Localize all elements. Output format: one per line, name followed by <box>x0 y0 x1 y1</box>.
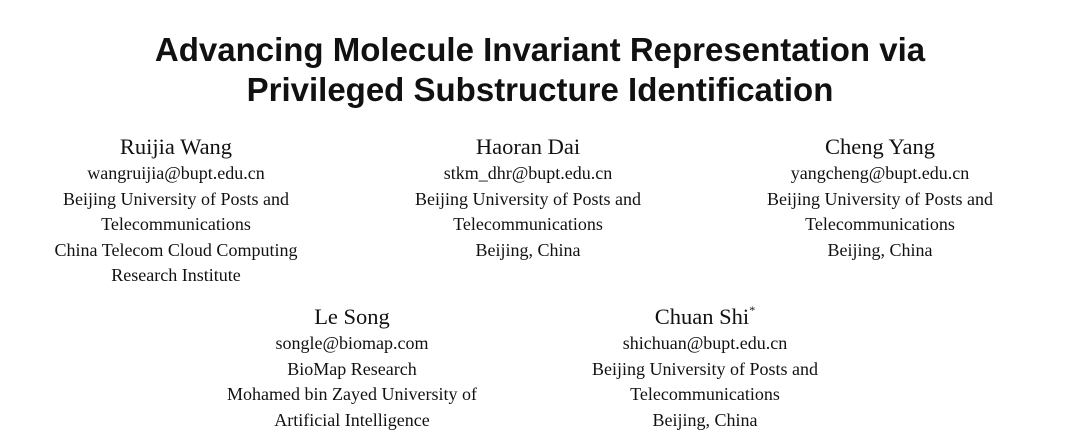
paper-title-line: Privileged Substructure Identification <box>246 71 834 108</box>
author-affiliation-line: Telecommunications <box>101 214 251 235</box>
author-block <box>383 133 673 263</box>
author-affiliation-line: BioMap Research <box>287 358 417 379</box>
paper-title-line: Advancing Molecule Invariant Representation via <box>154 31 926 68</box>
author-name: Haoran Dai <box>475 134 581 159</box>
author-affiliation-line: Beijing, China <box>652 409 758 430</box>
author-block <box>20 133 332 289</box>
author-email: stkm_dhr@bupt.edu.cn <box>443 163 613 183</box>
author-affiliation-line: Telecommunications <box>453 214 603 235</box>
author-affiliation-line: Beijing University of Posts and <box>592 358 818 379</box>
author-email: shichuan@bupt.edu.cn <box>622 333 788 353</box>
author-affiliation-line: Beijing University of Posts and <box>767 188 993 209</box>
author-affiliation-line: Beijing, China <box>827 239 933 260</box>
author-affiliation-line: Mohamed bin Zayed University of <box>227 384 477 405</box>
author-affiliation-line: Research Institute <box>111 265 241 286</box>
author-email: yangcheng@bupt.edu.cn <box>790 163 970 183</box>
author-affiliation-line: Telecommunications <box>805 214 955 235</box>
author-affiliation-line: Artificial Intelligence <box>274 409 430 430</box>
author-name: Le Song <box>314 304 390 329</box>
author-name: Cheng Yang <box>824 134 936 159</box>
author-block <box>560 303 850 433</box>
author-block <box>192 303 512 433</box>
paper-title <box>0 30 1080 110</box>
author-affiliation-line: Telecommunications <box>630 384 780 405</box>
author-affiliation-line: China Telecom Cloud Computing <box>54 239 298 260</box>
author-name: Ruijia Wang <box>119 134 233 159</box>
author-email: wangruijia@bupt.edu.cn <box>87 163 265 183</box>
author-name: Chuan Shi* <box>654 302 756 329</box>
author-affiliation-line: Beijing University of Posts and <box>415 188 641 209</box>
author-email: songle@biomap.com <box>275 333 429 353</box>
author-block <box>735 133 1025 263</box>
corresponding-author-mark: * <box>749 302 756 317</box>
author-affiliation-line: Beijing University of Posts and <box>63 188 289 209</box>
author-affiliation-line: Beijing, China <box>475 239 581 260</box>
